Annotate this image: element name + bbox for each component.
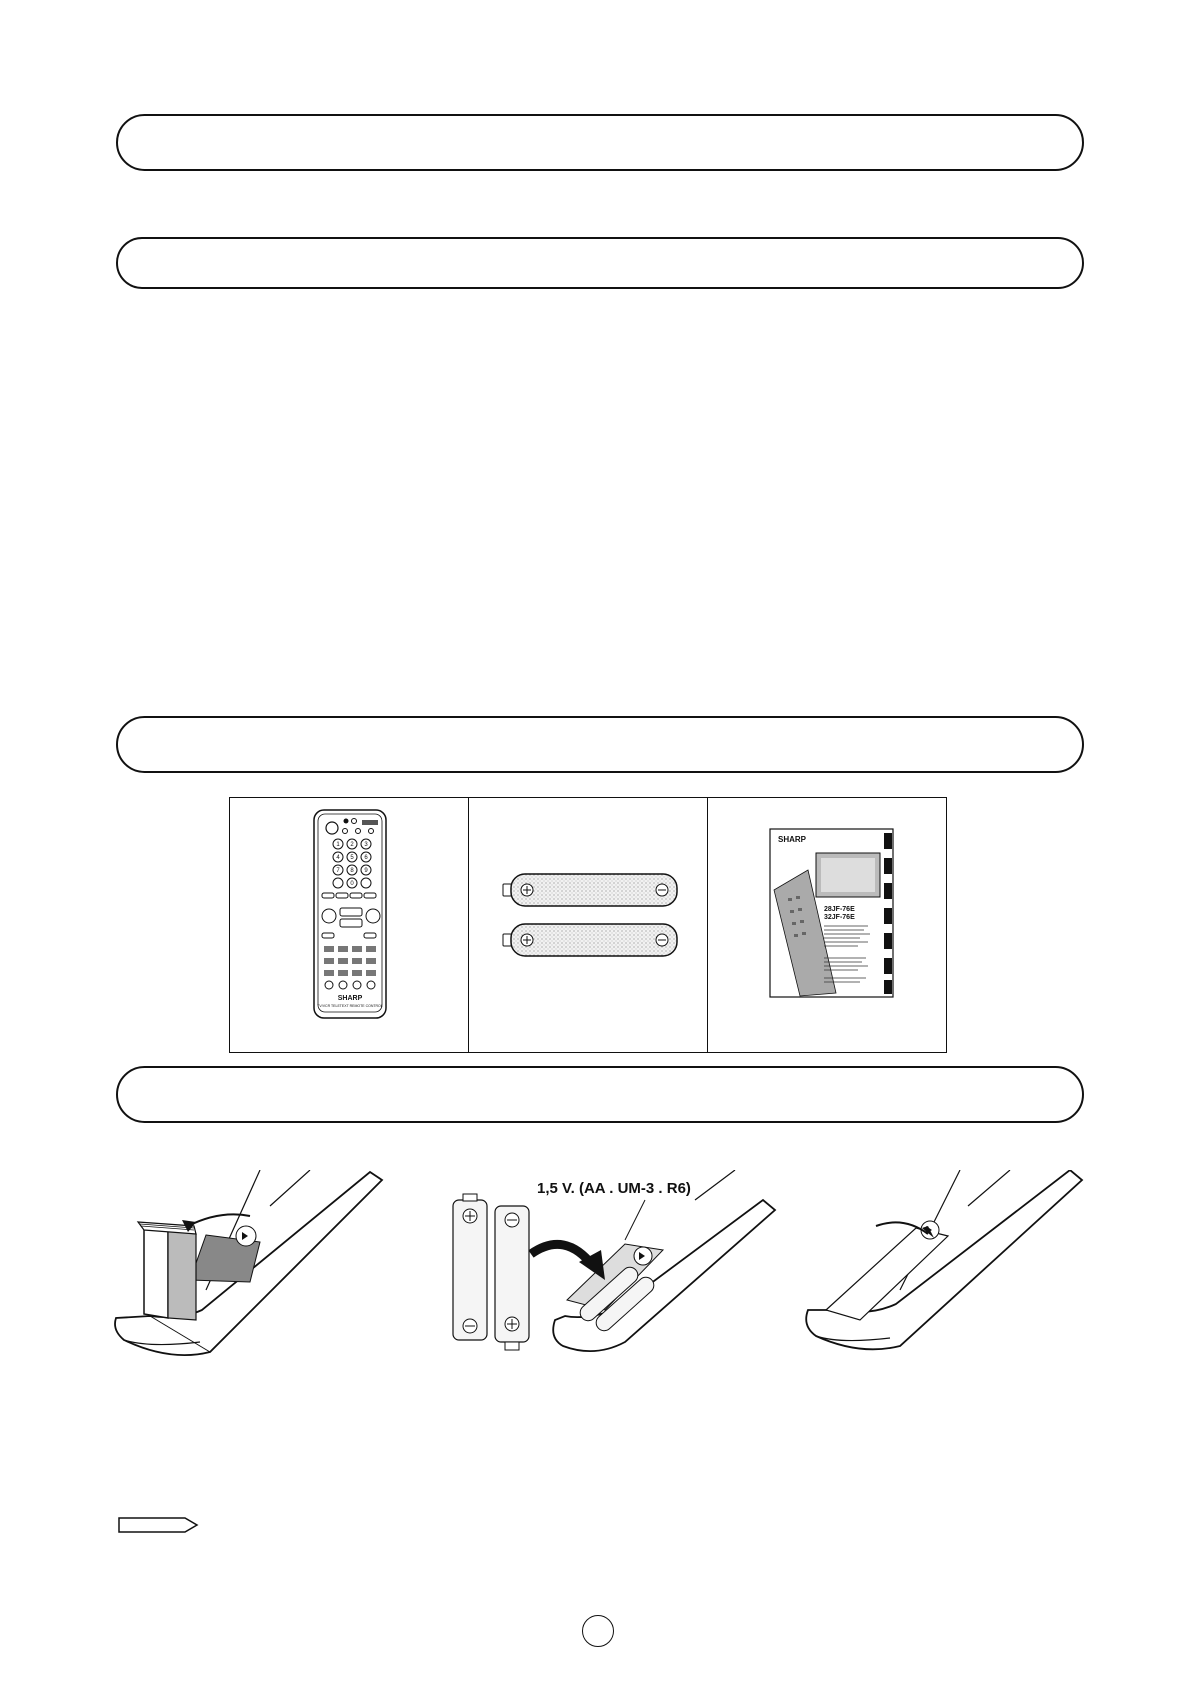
battery-1 bbox=[503, 874, 677, 906]
svg-text:4: 4 bbox=[336, 855, 340, 861]
svg-text:7: 7 bbox=[336, 868, 340, 874]
svg-text:2: 2 bbox=[350, 842, 354, 848]
svg-text:5: 5 bbox=[350, 855, 354, 861]
manual-model-2: 32JF-76E bbox=[824, 914, 855, 921]
remote-back-closed-illustration bbox=[800, 1170, 1090, 1370]
battery-2 bbox=[503, 924, 677, 956]
step-2-insert-batteries bbox=[445, 1170, 780, 1370]
svg-text:3: 3 bbox=[364, 842, 368, 848]
remote-brand-text: SHARP bbox=[337, 995, 363, 1002]
section-header-batteries bbox=[116, 1066, 1084, 1123]
remote-back-open-illustration bbox=[110, 1170, 390, 1370]
section-header-2 bbox=[116, 237, 1084, 289]
svg-text:8: 8 bbox=[350, 868, 354, 874]
svg-text:1: 1 bbox=[336, 842, 340, 848]
note-arrow-icon bbox=[117, 1515, 201, 1535]
svg-text:6: 6 bbox=[364, 855, 368, 861]
batteries-cell bbox=[469, 798, 708, 1052]
section-header-accessories bbox=[116, 716, 1084, 773]
section-header-1 bbox=[116, 114, 1084, 171]
remote-model-text: TV/VCR TELETEXT REMOTE CONTROL bbox=[317, 1004, 383, 1008]
remote-control-cell bbox=[230, 798, 469, 1052]
step-3-close-cover bbox=[800, 1170, 1090, 1370]
manual-cell bbox=[708, 798, 946, 1052]
manual-brand-text: SHARP bbox=[778, 835, 807, 844]
remote-control-illustration bbox=[230, 798, 469, 1051]
manual-model-1: 28JF-76E bbox=[824, 906, 855, 913]
step-1-open-cover bbox=[110, 1170, 390, 1370]
accessories-box bbox=[229, 797, 947, 1053]
page-number-circle bbox=[582, 1615, 614, 1647]
battery-spec-label: 1,5 V. (AA . UM-3 . R6) bbox=[537, 1180, 691, 1197]
battery-insert-illustration bbox=[445, 1170, 780, 1370]
batteries-illustration bbox=[469, 798, 708, 1051]
svg-text:0: 0 bbox=[350, 881, 354, 887]
svg-text:9: 9 bbox=[364, 868, 368, 874]
manual-illustration bbox=[708, 798, 947, 1051]
